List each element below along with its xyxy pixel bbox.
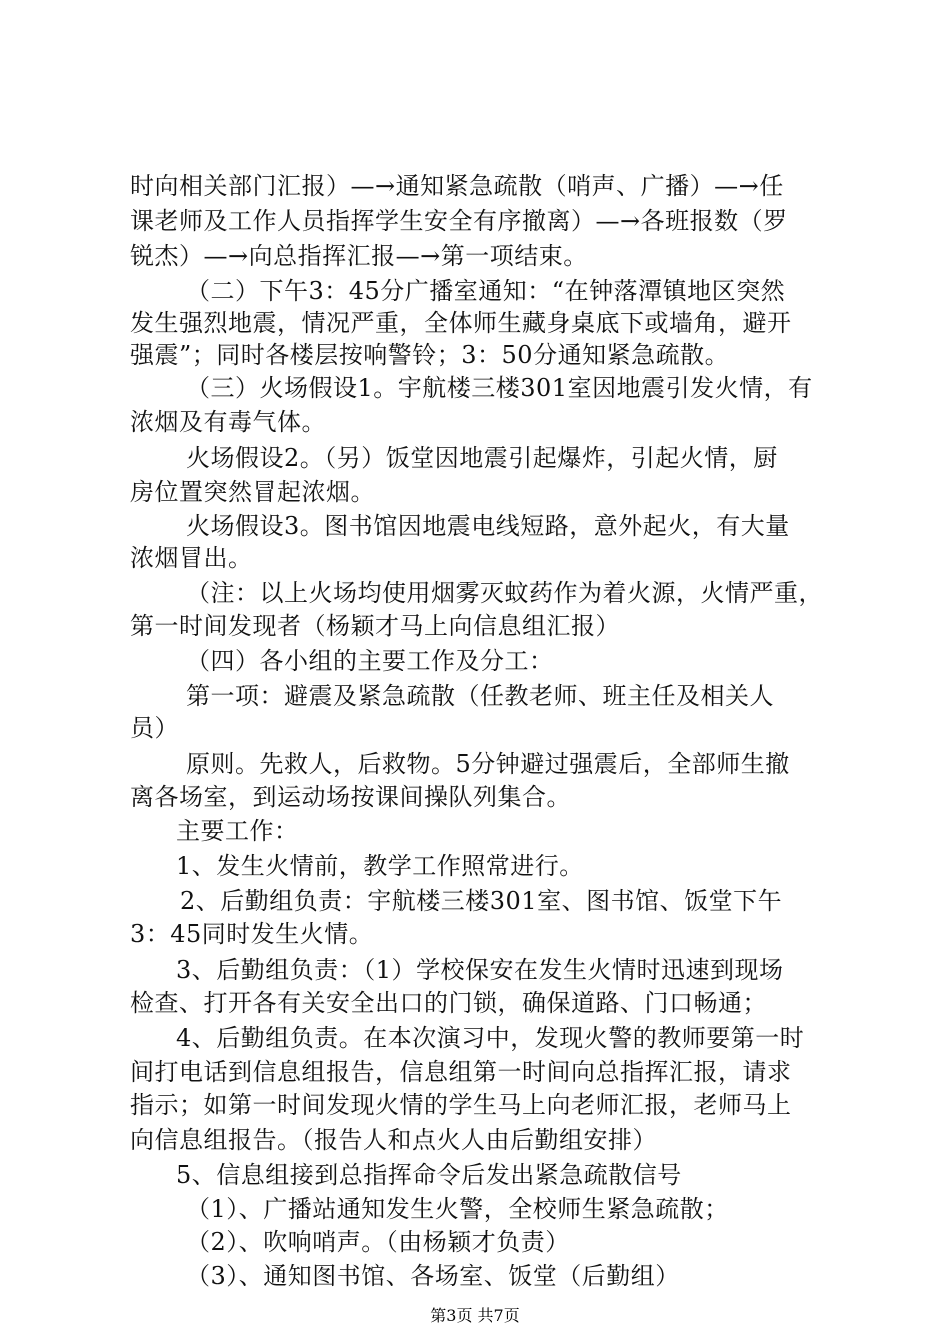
text-line: 课老师及工作人员指挥学生安全有序撤离）—→各班报数（罗 — [130, 207, 788, 235]
text-line: 原则。先救人，后救物。5分钟避过强震后，全部师生撤 — [186, 750, 790, 778]
text-line: 第一项：避震及紧急疏散（任教老师、班主任及相关人 — [186, 682, 774, 710]
text-line: 指示；如第一时间发现火情的学生马上向老师汇报，老师马上 — [130, 1091, 792, 1119]
text-line: （二）下午3：45分广播室通知：“在钟落潭镇地区突然 — [186, 277, 786, 305]
text-line: 火场假设2。（另）饭堂因地震引起爆炸，引起火情，厨 — [186, 444, 778, 472]
text-line: 锐杰）—→向总指挥汇报—→第一项结束。 — [130, 242, 588, 270]
text-line: 第一时间发现者（杨颖才马上向信息组汇报） — [130, 612, 620, 640]
text-line: （2）、吹响哨声。（由杨颖才负责） — [186, 1228, 570, 1256]
text-line: 浓烟及有毒气体。 — [130, 408, 326, 436]
text-line: 检查、打开各有关安全出口的门锁，确保道路、门口畅通； — [130, 989, 767, 1017]
text-line: 发生强烈地震，情况严重，全体师生藏身桌底下或墙角，避开 — [130, 309, 792, 337]
text-line: （1）、广播站通知发生火警，全校师生紧急疏散； — [186, 1195, 729, 1223]
text-line: 5、信息组接到总指挥命令后发出紧急疏散信号 — [176, 1161, 682, 1189]
text-line: （注：以上火场均使用烟雾灭蚊药作为着火源，火情严重， — [186, 579, 823, 607]
text-line: 1、发生火情前，教学工作照常进行。 — [176, 852, 584, 880]
page-number-footer: 第3页 共7页 — [430, 1306, 520, 1325]
text-line: 2、后勤组负责：宇航楼三楼301室、图书馆、饭堂下午 — [180, 887, 783, 915]
text-line: 员） — [130, 714, 179, 742]
text-line: 3：45同时发生火情。 — [130, 920, 374, 948]
text-line: 强震”；同时各楼层按响警铃；3：50分通知紧急疏散。 — [130, 341, 730, 369]
text-line: 间打电话到信息组报告，信息组第一时间向总指挥汇报，请求 — [130, 1058, 792, 1086]
text-line: 离各场室，到运动场按课间操队列集合。 — [130, 783, 571, 811]
text-line: （三）火场假设1。宇航楼三楼301室因地震引发火情，有 — [186, 374, 813, 402]
text-line: 房位置突然冒起浓烟。 — [130, 478, 375, 506]
text-line: 火场假设3。图书馆因地震电线短路，意外起火，有大量 — [186, 512, 790, 540]
text-line: 主要工作： — [176, 817, 299, 845]
text-line: 时向相关部门汇报）—→通知紧急疏散（哨声、广播）—→任 — [130, 172, 784, 200]
text-line: （四）各小组的主要工作及分工： — [186, 647, 554, 675]
text-line: 浓烟冒出。 — [130, 544, 253, 572]
text-line: 3、后勤组负责：（1）学校保安在发生火情时迅速到现场 — [176, 956, 784, 984]
text-line: 向信息组报告。（报告人和点火人由后勤组安排） — [130, 1126, 657, 1154]
text-line: 4、后勤组负责。在本次演习中，发现火警的教师要第一时 — [176, 1024, 805, 1052]
text-line: （3）、通知图书馆、各场室、饭堂（后勤组） — [186, 1262, 680, 1290]
